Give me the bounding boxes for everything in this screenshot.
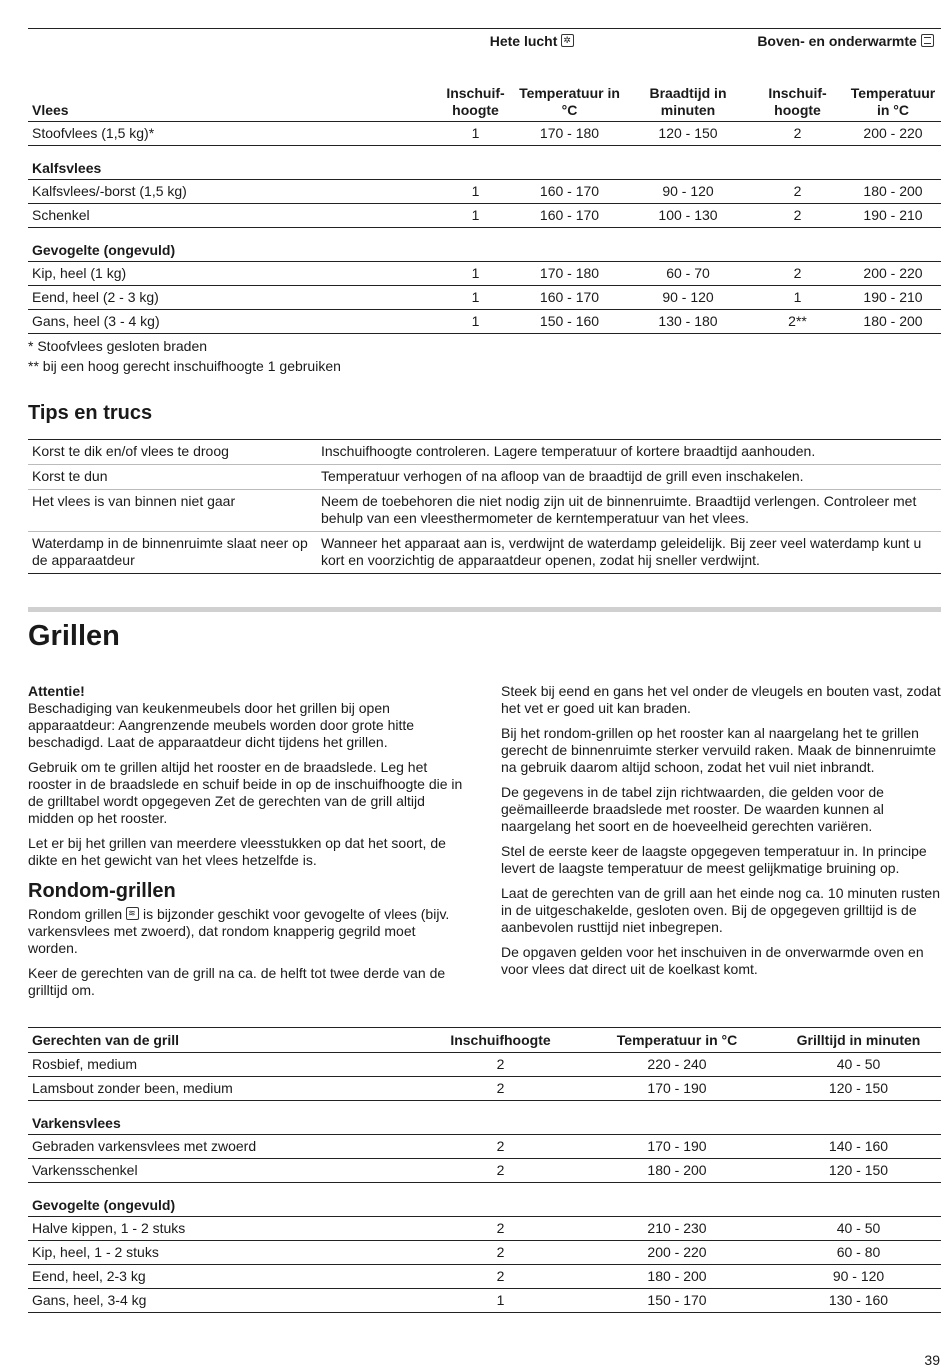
table-row [28, 1077, 941, 1101]
table-cell: 2** [750, 310, 845, 334]
table-cell: 200 - 220 [845, 122, 941, 146]
table-cell: Gans, heel, 3-4 kg [28, 1289, 423, 1313]
top-bottom-heat-icon [921, 34, 934, 47]
table-cell: 1 [438, 262, 513, 286]
table-cell: 100 - 130 [626, 204, 750, 228]
table-cell: 180 - 200 [845, 310, 941, 334]
table-cell: 160 - 170 [513, 180, 626, 204]
table-row [28, 1159, 941, 1183]
table-cell: Eend, heel (2 - 3 kg) [28, 286, 438, 310]
table-cell: 2 [750, 262, 845, 286]
attention-label: Attentie! [28, 683, 85, 699]
tip-row [28, 465, 941, 490]
table-cell: 40 - 50 [776, 1217, 941, 1241]
manual-page [28, 28, 941, 1313]
paragraph: Steek bij eend en gans het vel onder de vleugels en bouten vast, zodat het vet er goed uit kan braden. [501, 683, 941, 716]
paragraph: Let er bij het grillen van meerdere vleesstukken op dat het soort, de dikte en het gewicht van het vlees hetzelfde is. [28, 835, 446, 868]
table-cell: 160 - 170 [513, 204, 626, 228]
table-row [28, 1053, 941, 1077]
table-cell: 90 - 120 [626, 286, 750, 310]
category-row [28, 146, 941, 180]
table-cell: 1 [438, 204, 513, 228]
hot-air-icon [561, 34, 574, 47]
table-row [28, 204, 941, 228]
table-cell: 200 - 220 [845, 262, 941, 286]
table-cell: Schenkel [28, 204, 438, 228]
table-row [28, 262, 941, 286]
right-column [501, 683, 941, 1007]
column-header: Inschuif- hoogte [446, 85, 505, 118]
paragraph: Stel de eerste keer de laagste opgegeven temperatuur in. In principe levert de laagste temperatuur de meest gelijkmatige bruining op. [501, 843, 927, 876]
footnote: ** bij een hoog gerecht inschuifhoogte 1 gebruiken [28, 358, 341, 374]
category-row [28, 228, 941, 262]
table-cell: 60 - 70 [626, 262, 750, 286]
table-cell: 180 - 200 [845, 180, 941, 204]
table-cell: 170 - 180 [513, 262, 626, 286]
table-cell: 120 - 150 [776, 1159, 941, 1183]
table-cell: 2 [423, 1077, 578, 1101]
table-cell: 180 - 200 [578, 1265, 776, 1289]
table-cell: 1 [423, 1289, 578, 1313]
meat-roasting-table [28, 28, 941, 334]
category-row [28, 1101, 941, 1135]
table-cell: Gebraden varkensvlees met zwoerd [28, 1135, 423, 1159]
table-cell: 90 - 120 [626, 180, 750, 204]
attention-text: Beschadiging van keukenmeubels door het grillen bij open apparaatdeur: Aangrenzende meubels worden door grote hitte beschadigd. Laat de apparaatdeur dicht tijdens het grillen. [28, 700, 415, 750]
meat-table-column-headers [28, 71, 941, 122]
table-cell: 190 - 210 [845, 286, 941, 310]
paragraph: Keer de gerechten van de grill na ca. de helft tot twee derde van de grilltijd om. [28, 965, 446, 998]
tip-row [28, 532, 941, 574]
table-cell: 1 [438, 286, 513, 310]
table-row [28, 1289, 941, 1313]
category-label: Kalfsvlees [28, 146, 941, 180]
table-cell: Kip, heel, 1 - 2 stuks [28, 1241, 423, 1265]
table-cell: 2 [423, 1053, 578, 1077]
paragraph: De opgaven gelden voor het inschuiven in de onverwarmde oven en voor vlees dat direct uit de koelkast komt. [501, 944, 924, 977]
category-row [28, 1183, 941, 1217]
rotisserie-grill-icon [126, 907, 139, 920]
grill-table [28, 1027, 941, 1313]
table-cell: 1 [438, 180, 513, 204]
category-label: Gevogelte (ongevuld) [28, 228, 941, 262]
table-cell: 160 - 170 [513, 286, 626, 310]
tips-heading: Tips en trucs [28, 402, 153, 424]
table-cell: 170 - 190 [578, 1135, 776, 1159]
table-cell: 190 - 210 [845, 204, 941, 228]
tip-problem: Korst te dik en/of vlees te droog [32, 443, 229, 459]
column-header: Temperatuur in °C [519, 85, 620, 118]
table-cell: 150 - 170 [578, 1289, 776, 1313]
table-cell: 2 [750, 122, 845, 146]
table-cell: 130 - 160 [776, 1289, 941, 1313]
section-divider [28, 607, 941, 612]
tip-solution: Temperatuur verhogen of na afloop van de braadtijd de grill even inschakelen. [317, 465, 941, 490]
paragraph: Gebruik om te grillen altijd het rooster en de braadslede. Leg het rooster in de braadslede en schuif beide in op de inschuifhoogte die in de grilltabel wordt opgegeven Zet de gerechten van de grill altijd midden op het rooster. [28, 759, 463, 826]
table-cell: 1 [750, 286, 845, 310]
tips-table [28, 439, 941, 574]
table-cell: Eend, heel, 2-3 kg [28, 1265, 423, 1289]
table-cell: Varkensschenkel [28, 1159, 423, 1183]
table-cell: 2 [423, 1217, 578, 1241]
column-header: Vlees [32, 102, 69, 118]
table-cell: 40 - 50 [776, 1053, 941, 1077]
category-label: Gevogelte (ongevuld) [28, 1183, 941, 1217]
column-header: Inschuif- hoogte [768, 85, 827, 118]
table-cell: Kalfsvlees/-borst (1,5 kg) [28, 180, 438, 204]
table-cell: Kip, heel (1 kg) [28, 262, 438, 286]
paragraph: Laat de gerechten van de grill aan het einde nog ca. 10 minuten rusten in de uitgeschakelde, gesloten oven. Bij de opgegeven grilltijd is de aanbevolen rusttijd niet inbegrepen. [501, 885, 940, 935]
table-row [28, 1241, 941, 1265]
table-cell: 200 - 220 [578, 1241, 776, 1265]
tip-row [28, 490, 941, 532]
table-cell: 130 - 180 [626, 310, 750, 334]
table-row [28, 180, 941, 204]
hot-air-group-header: Hete lucht ✲ [438, 29, 626, 72]
grillen-text-columns [28, 683, 941, 1007]
subsection-title: Rondom-grillen [28, 880, 176, 902]
top-bottom-heat-group-header: Boven- en onderwarmte [750, 29, 941, 72]
meat-table-footnotes [28, 336, 941, 376]
table-cell: 1 [438, 310, 513, 334]
meat-table-body [28, 122, 941, 334]
paragraph: De gegevens in de tabel zijn richtwaarden, die gelden voor de geëmailleerde braadslede met rooster. De waarden kunnen al naargelang het soort en de hoeveelheid gerechten variëren. [501, 784, 884, 834]
tip-problem: Het vlees is van binnen niet gaar [28, 490, 317, 532]
table-row [28, 1135, 941, 1159]
paragraph: Rondom grillen ≋ is bijzonder geschikt voor gevogelte of vlees (bijv. varkensvlees met zwoerd), dat rondom knapperig gegrild moet worden. [28, 906, 468, 957]
table-cell: Rosbief, medium [28, 1053, 423, 1077]
table-row [28, 1217, 941, 1241]
table-cell: 170 - 190 [578, 1077, 776, 1101]
table-cell: 2 [750, 204, 845, 228]
column-header: Temperatuur in °C [578, 1028, 776, 1053]
table-cell: 1 [438, 122, 513, 146]
grill-table-body [28, 1053, 941, 1313]
table-cell: Stoofvlees (1,5 kg)* [28, 122, 438, 146]
tip-row [28, 440, 941, 465]
tip-problem: Korst te dun [28, 465, 317, 490]
table-cell: 120 - 150 [626, 122, 750, 146]
footnote: * Stoofvlees gesloten braden [28, 338, 208, 354]
table-cell: Halve kippen, 1 - 2 stuks [28, 1217, 423, 1241]
table-cell: Lamsbout zonder been, medium [28, 1077, 423, 1101]
table-cell: 210 - 230 [578, 1217, 776, 1241]
tip-solution: Neem de toebehoren die niet nodig zijn uit de binnenruimte. Braadtijd verlengen. Controleer met behulp van een vleesthermometer de kerntemperatuur van het vlees. [317, 490, 941, 532]
table-cell: 2 [423, 1159, 578, 1183]
column-header: Gerechten van de grill [28, 1028, 423, 1053]
tip-solution: Inschuifhoogte controleren. Lagere temperatuur of kortere braadtijd aanhouden. [321, 443, 816, 459]
meat-table-group-header [28, 29, 941, 72]
table-row [28, 1265, 941, 1289]
table-cell: 150 - 160 [513, 310, 626, 334]
table-cell: Gans, heel (3 - 4 kg) [28, 310, 438, 334]
paragraph: Bij het rondom-grillen op het rooster kan al naargelang het te grillen gerecht de binnenruimte sterker vervuild raken. Maak de binnenruimte na gebruik daarom altijd schoon, zodat het vuil niet inbrandt. [501, 725, 937, 775]
table-cell: 2 [750, 180, 845, 204]
table-cell: 90 - 120 [776, 1265, 941, 1289]
tip-solution: Wanneer het apparaat aan is, verdwijnt de waterdamp geleidelijk. Bij zeer veel waterdamp kunt u kort en voorzichtig de apparaatdeur openen, zodat hij sneller verdwijnt. [317, 532, 941, 574]
tip-problem: Waterdamp in de binnenruimte slaat neer op de apparaatdeur [28, 532, 317, 574]
column-header: Braadtijd in minuten [649, 85, 727, 118]
table-cell: 2 [423, 1265, 578, 1289]
table-cell: 2 [423, 1241, 578, 1265]
table-cell: 220 - 240 [578, 1053, 776, 1077]
table-row [28, 122, 941, 146]
table-cell: 2 [423, 1135, 578, 1159]
column-header: Grilltijd in minuten [776, 1028, 941, 1053]
left-column [28, 683, 468, 1007]
table-cell: 120 - 150 [776, 1077, 941, 1101]
table-row [28, 310, 941, 334]
page-number: 39 [924, 1352, 940, 1368]
column-header: Inschuifhoogte [423, 1028, 578, 1053]
grill-table-column-headers [28, 1028, 941, 1053]
column-header: Temperatuur in °C [850, 85, 936, 118]
section-title: Grillen [28, 620, 120, 652]
table-cell: 170 - 180 [513, 122, 626, 146]
table-cell: 140 - 160 [776, 1135, 941, 1159]
category-label: Varkensvlees [28, 1101, 941, 1135]
table-cell: 180 - 200 [578, 1159, 776, 1183]
table-row [28, 286, 941, 310]
table-cell: 60 - 80 [776, 1241, 941, 1265]
